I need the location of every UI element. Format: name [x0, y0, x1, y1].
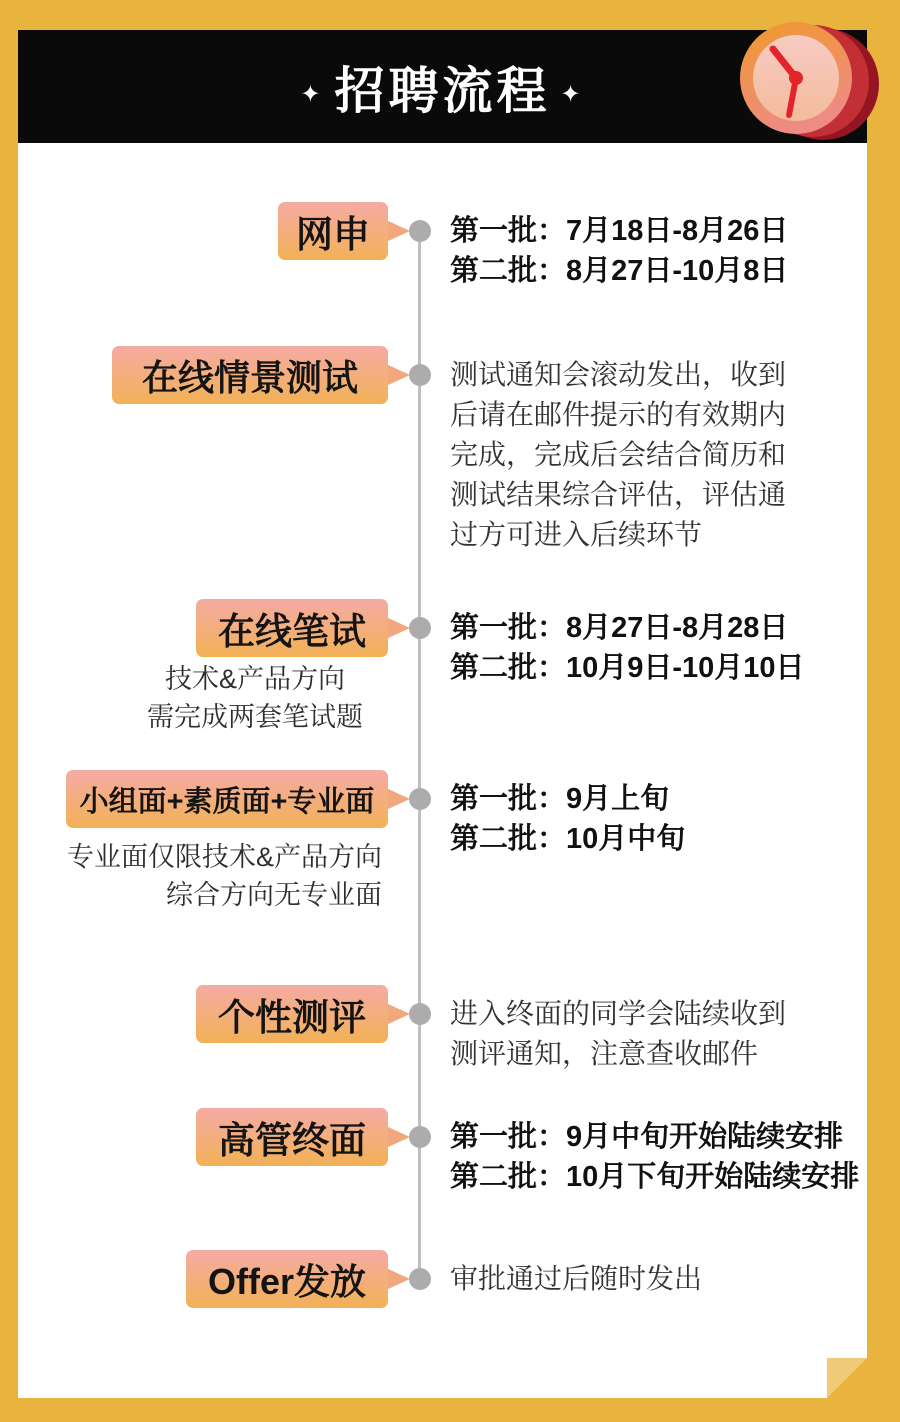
note-line: 技术&产品方向 [164, 664, 345, 694]
timeline-dot-6 [409, 1126, 431, 1148]
stage-label-offer: Offer发放 [186, 1250, 388, 1308]
stage-details-interviews [450, 779, 685, 859]
page-fold-corner [827, 1358, 867, 1398]
timeline-line [418, 231, 421, 1279]
bubble-pointer-2 [386, 364, 410, 386]
sparkle-right-icon: ✦ [560, 80, 585, 108]
clock-icon [733, 14, 883, 150]
stage-label-situational-test: 在线情景测试 [112, 346, 388, 404]
detail-line: 第二批：10月中旬 [450, 823, 686, 855]
detail-line: 第一批：7月18日-8月26日 [450, 215, 789, 247]
timeline-dot-7 [409, 1268, 431, 1290]
detail-line: 进入终面的同学会陆续收到 [450, 998, 787, 1029]
note-line: 需完成两套笔试题 [147, 702, 363, 732]
stage-details-situational-test [450, 355, 786, 555]
stage-details-personality-assessment [450, 994, 786, 1074]
bubble-pointer-4 [386, 788, 410, 810]
timeline-dot-4 [409, 788, 431, 810]
detail-line: 第一批：8月27日-8月28日 [450, 612, 789, 644]
sparkle-left-icon: ✦ [300, 80, 325, 108]
detail-line: 完成，完成后会结合简历和 [450, 439, 787, 470]
timeline-dot-5 [409, 1003, 431, 1025]
bubble-pointer-1 [386, 220, 410, 242]
stage-details-online-application [450, 211, 788, 291]
detail-line: 后请在邮件提示的有效期内 [450, 399, 787, 430]
stage-details-executive-final [450, 1117, 859, 1197]
timeline-dot-2 [409, 364, 431, 386]
detail-line: 测试通知会滚动发出，收到 [450, 359, 787, 390]
stage-label-written-test: 在线笔试 [196, 599, 388, 657]
bubble-pointer-7 [386, 1268, 410, 1290]
note-line: 综合方向无专业面 [166, 880, 382, 910]
timeline-dot-3 [409, 617, 431, 639]
stage-details-written-test [450, 608, 805, 688]
stage-note-written-test [85, 660, 425, 736]
detail-line: 第二批：8月27日-10月8日 [450, 255, 789, 287]
stage-label-personality-assessment: 个性测评 [196, 985, 388, 1043]
detail-line: 审批通过后随时发出 [450, 1263, 703, 1294]
detail-line: 第一批：9月中旬开始陆续安排 [450, 1121, 844, 1153]
bubble-pointer-6 [386, 1126, 410, 1148]
stage-details-offer [450, 1259, 702, 1299]
bubble-pointer-5 [386, 1003, 410, 1025]
stage-label-interviews: 小组面+素质面+专业面 [66, 770, 388, 828]
page-title-text: 招聘流程 [334, 62, 551, 119]
note-line: 专业面仅限技术&产品方向 [66, 842, 382, 872]
detail-line: 测试结果综合评估，评估通 [450, 479, 787, 510]
timeline-dot-1 [409, 220, 431, 242]
detail-line: 第二批：10月下旬开始陆续安排 [450, 1161, 860, 1193]
detail-line: 第一批：9月上旬 [450, 783, 670, 815]
page-title [290, 51, 594, 123]
stage-label-online-application: 网申 [278, 202, 388, 260]
stage-note-interviews [40, 838, 382, 914]
stage-label-executive-final: 高管终面 [196, 1108, 388, 1166]
detail-line: 测评通知，注意查收邮件 [450, 1038, 759, 1069]
detail-line: 第二批：10月9日-10月10日 [450, 652, 805, 684]
detail-line: 过方可进入后续环节 [450, 519, 703, 550]
bubble-pointer-3 [386, 617, 410, 639]
